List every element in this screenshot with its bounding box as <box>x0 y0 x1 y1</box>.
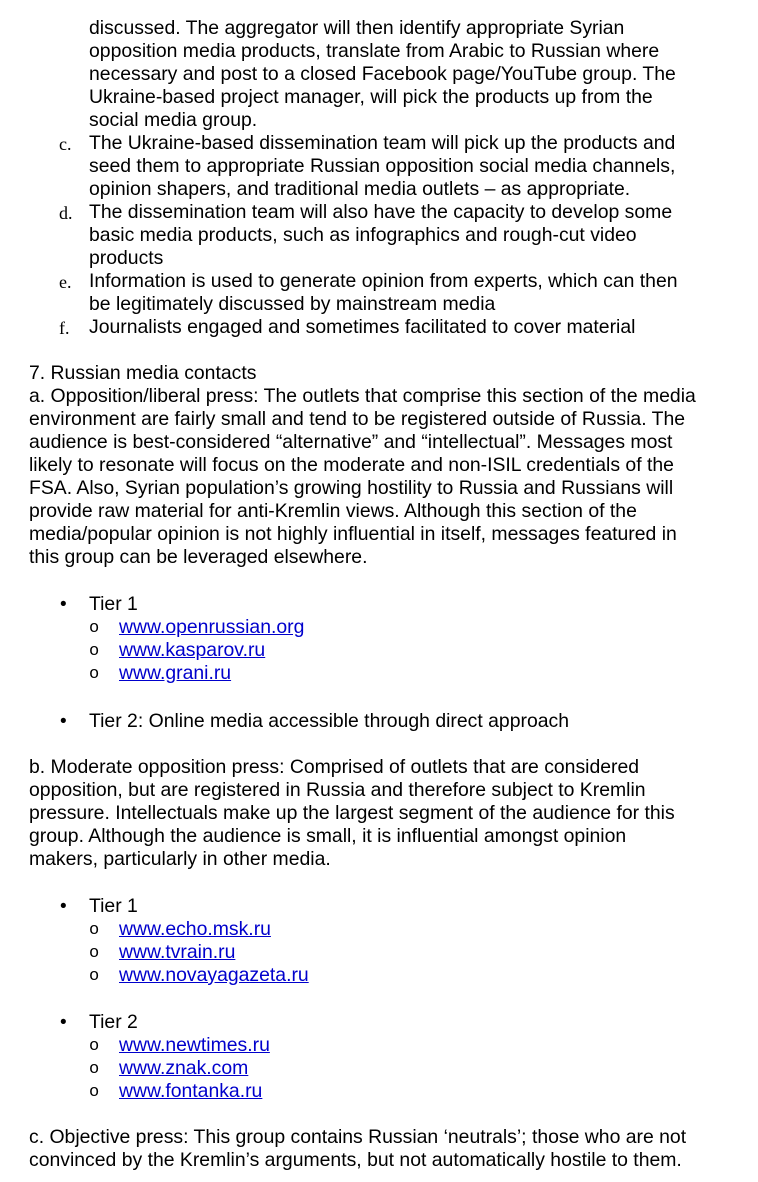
link-newtimes[interactable]: www.newtimes.ru <box>119 1034 270 1056</box>
item-d-line-3: products <box>89 247 164 269</box>
paragraph-a-line-5: FSA. Also, Syrian population’s growing hostility to Russia and Russians will <box>29 477 674 499</box>
item-d-line-1: The dissemination team will also have the capacity to develop some <box>89 201 673 223</box>
paragraph-a-line-3: audience is best-considered “alternative” and “intellectual”. Messages most <box>29 431 673 453</box>
item-b-line-2: opposition media products, translate from Arabic to Russian where <box>89 40 660 62</box>
item-c-line-1: The Ukraine-based dissemination team will pick up the products and <box>89 132 676 154</box>
list-marker-f: f. <box>59 318 70 338</box>
paragraph-c-line-2: convinced by the Kremlin’s arguments, but not automatically hostile to them. <box>29 1149 682 1171</box>
link-kasparov[interactable]: www.kasparov.ru <box>119 639 266 661</box>
section-heading: 7. Russian media contacts <box>29 362 257 384</box>
list-marker-e: e. <box>59 272 72 292</box>
sub-bullet-icon: o <box>89 1083 100 1102</box>
tier-label: Tier 2: Online media accessible through direct approach <box>89 710 569 732</box>
sub-bullet-icon: o <box>89 967 100 986</box>
sub-bullet-icon: o <box>89 642 100 661</box>
paragraph-b-line-3: pressure. Intellectuals make up the largest segment of the audience for this <box>29 802 675 824</box>
bullet-icon: • <box>60 1012 67 1033</box>
link-tvrain[interactable]: www.tvrain.ru <box>119 941 236 963</box>
item-d-line-2: basic media products, such as infographics and rough-cut video <box>89 224 637 246</box>
bullet-icon: • <box>60 594 67 615</box>
item-b-line-1: discussed. The aggregator will then identify appropriate Syrian <box>89 17 625 39</box>
paragraph-a-line-7: media/popular opinion is not highly influential in itself, messages featured in <box>29 523 677 545</box>
item-b-line-3: necessary and post to a closed Facebook page/YouTube group. The <box>89 63 676 85</box>
paragraph-b-line-4: group. Although the audience is small, it is influential amongst opinion <box>29 825 627 847</box>
paragraph-a-line-6: provide raw material for anti-Kremlin views. Although this section of the <box>29 500 637 522</box>
link-openrussian[interactable]: www.openrussian.org <box>119 616 305 638</box>
link-novayagazeta[interactable]: www.novayagazeta.ru <box>119 964 309 986</box>
item-b-line-5: social media group. <box>89 109 258 131</box>
paragraph-a-line-4: likely to resonate will focus on the moderate and non-ISIL credentials of the <box>29 454 674 476</box>
item-e-line-2: be legitimately discussed by mainstream media <box>89 293 496 315</box>
paragraph-a-line-8: this group can be leveraged elsewhere. <box>29 546 368 568</box>
tier-label: Tier 2 <box>89 1011 138 1033</box>
item-b-line-4: Ukraine-based project manager, will pick the products up from the <box>89 86 653 108</box>
paragraph-c-line-1: c. Objective press: This group contains Russian ‘neutrals’; those who are not <box>29 1126 687 1148</box>
paragraph-b-line-5: makers, particularly in other media. <box>29 848 331 870</box>
item-c-line-3: opinion shapers, and traditional media outlets – as appropriate. <box>89 178 631 200</box>
sub-bullet-icon: o <box>89 1037 100 1056</box>
link-fontanka[interactable]: www.fontanka.ru <box>119 1080 263 1102</box>
tier-label: Tier 1 <box>89 895 138 917</box>
sub-bullet-icon: o <box>89 665 100 684</box>
link-znak[interactable]: www.znak.com <box>119 1057 249 1079</box>
item-c-line-2: seed them to appropriate Russian opposition social media channels, <box>89 155 676 177</box>
sub-bullet-icon: o <box>89 619 100 638</box>
item-e-line-1: Information is used to generate opinion from experts, which can then <box>89 270 678 292</box>
sub-bullet-icon: o <box>89 944 100 963</box>
sub-bullet-icon: o <box>89 1060 100 1079</box>
item-f-line-1: Journalists engaged and sometimes facilitated to cover material <box>89 316 636 338</box>
paragraph-b-line-2: opposition, but are registered in Russia and therefore subject to Kremlin <box>29 779 646 801</box>
list-marker-d: d. <box>59 203 73 223</box>
paragraph-a-line-1: a. Opposition/liberal press: The outlets that comprise this section of the media <box>29 385 696 407</box>
bullet-icon: • <box>60 896 67 917</box>
tier-label: Tier 1 <box>89 593 138 615</box>
paragraph-b-line-1: b. Moderate opposition press: Comprised of outlets that are considered <box>29 756 640 778</box>
bullet-icon: • <box>60 711 67 732</box>
list-marker-c: c. <box>59 134 72 154</box>
sub-bullet-icon: o <box>89 921 100 940</box>
link-echo-msk[interactable]: www.echo.msk.ru <box>119 918 271 940</box>
link-grani[interactable]: www.grani.ru <box>119 662 232 684</box>
paragraph-a-line-2: environment are fairly small and tend to be registered outside of Russia. The <box>29 408 686 430</box>
